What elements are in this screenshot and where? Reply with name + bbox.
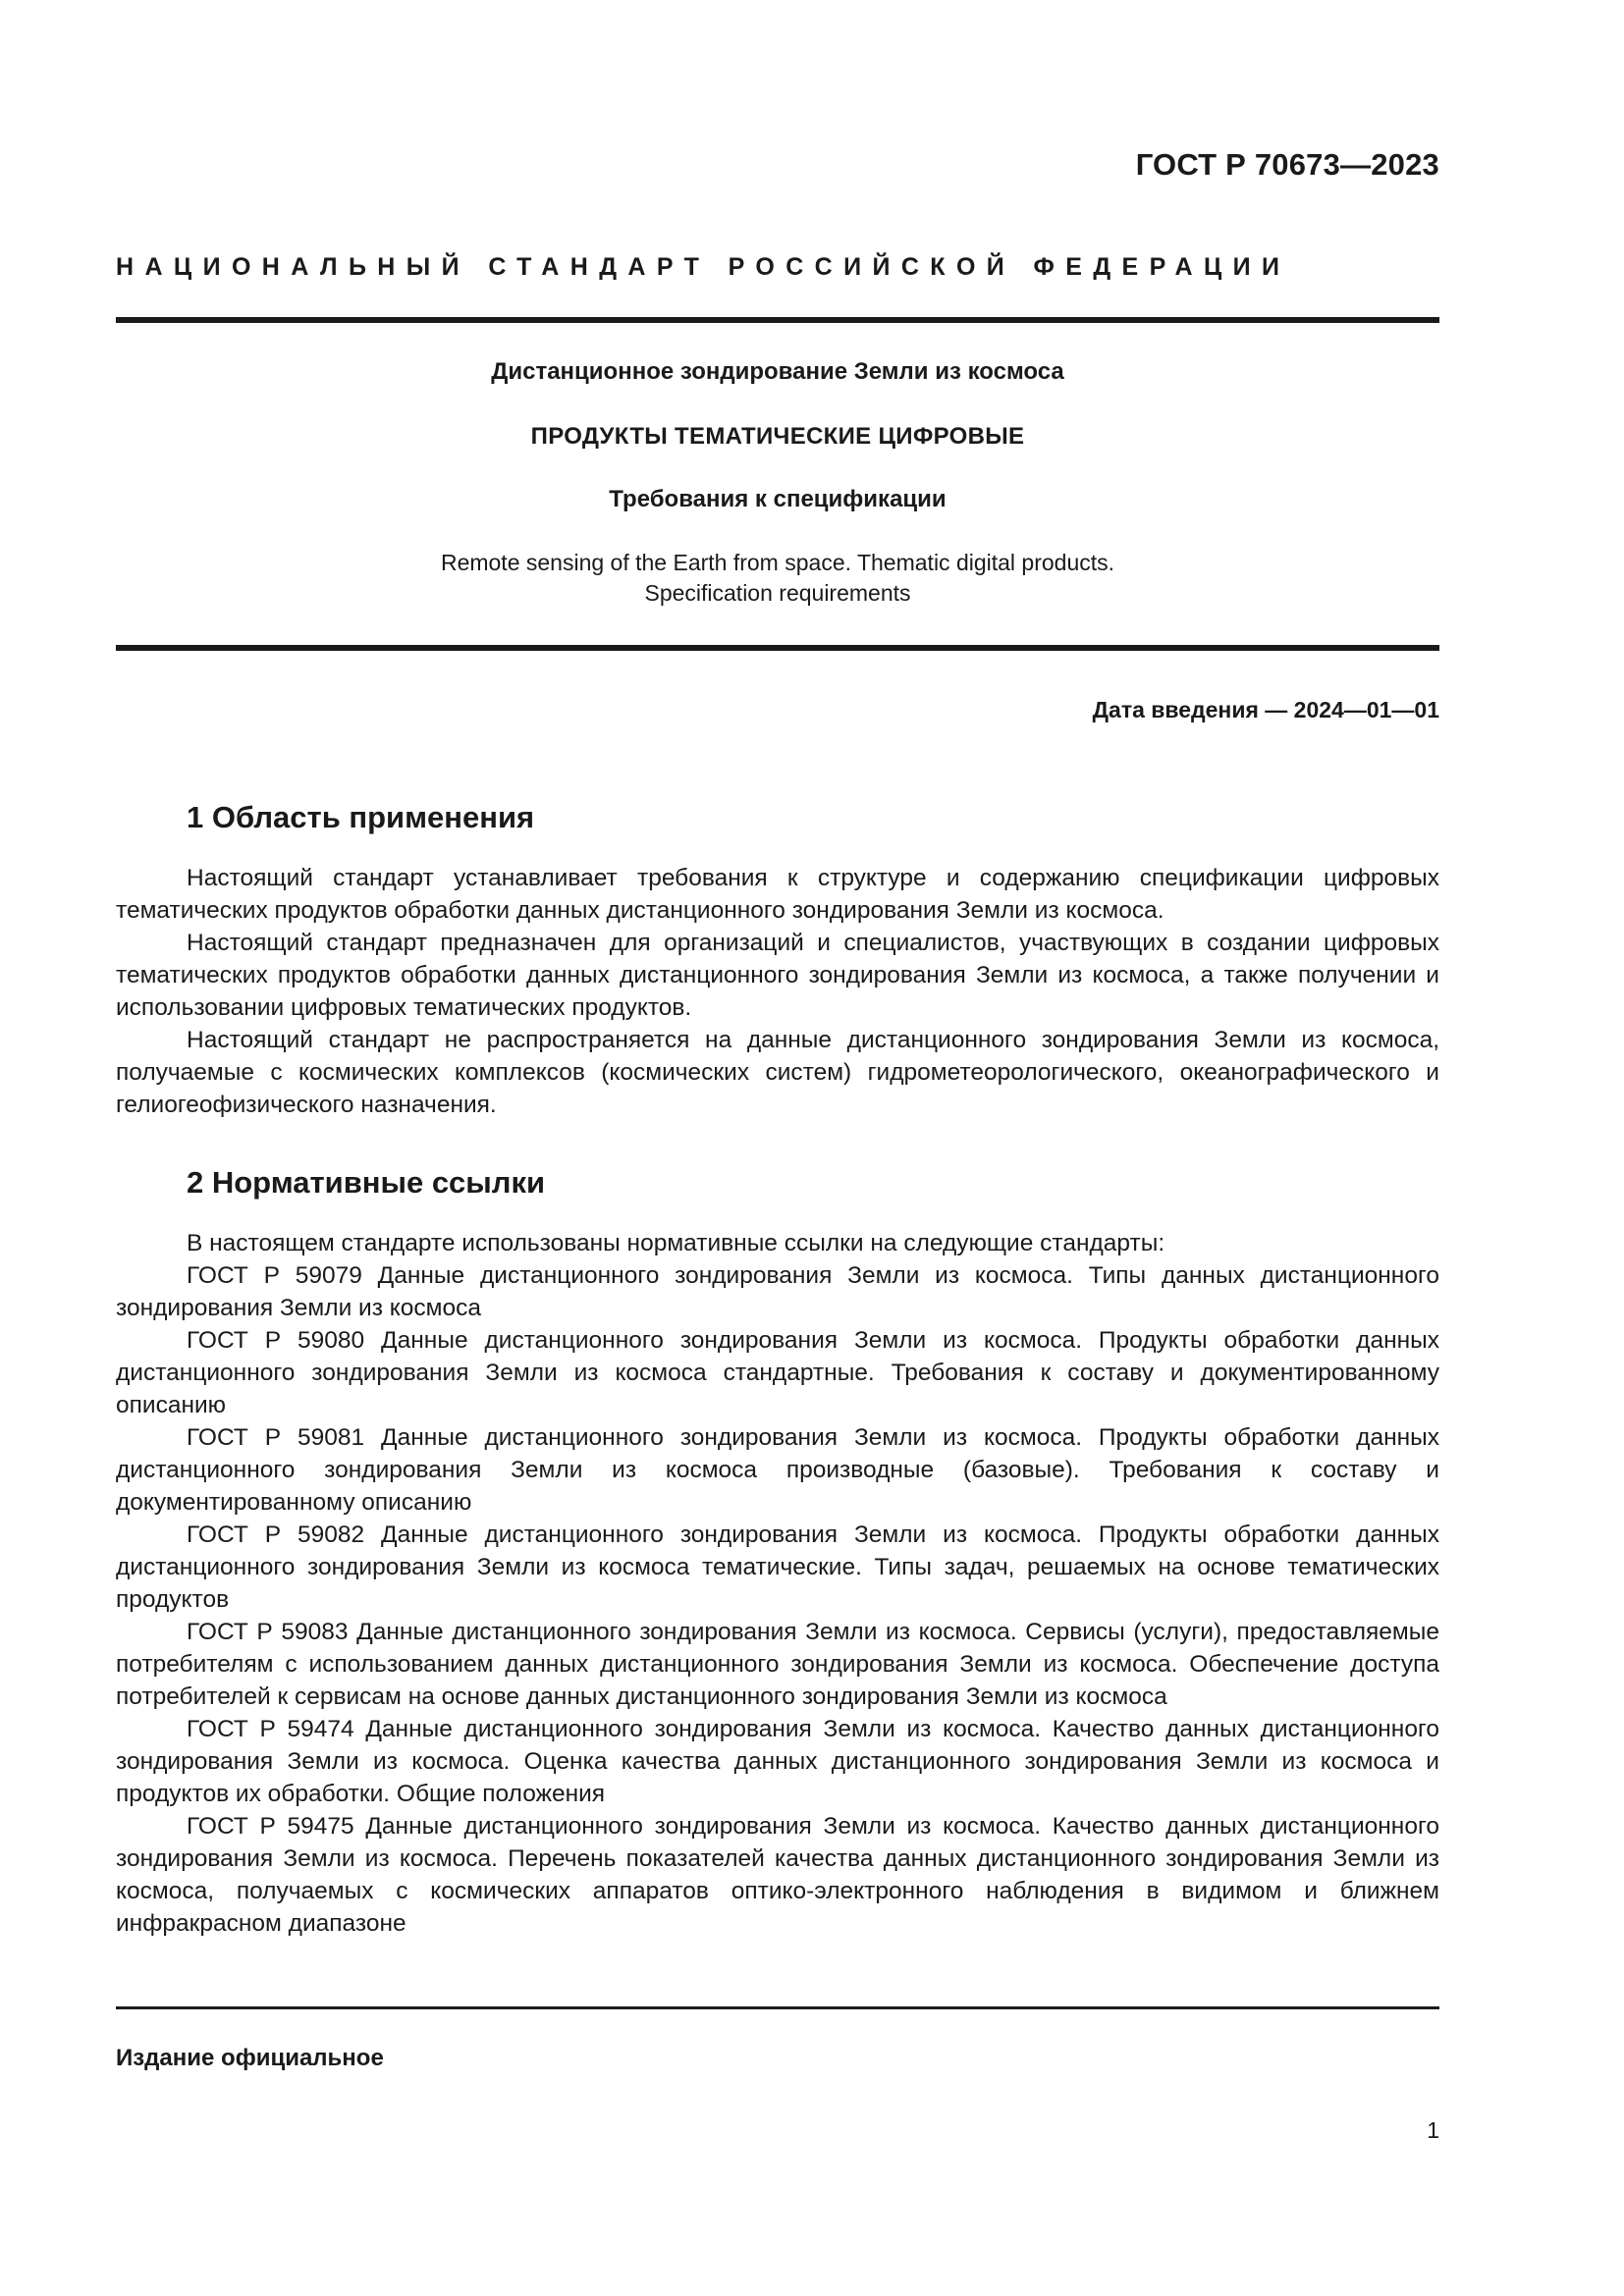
reference-item: ГОСТ Р 59474 Данные дистанционного зондирования Земли из космоса. Качество данных дистанционного зондирования Земли из космоса. Оценка качества данных дистанционного зондирования Земли из космоса и продуктов их обработки. Общие положения [116,1716,1439,1807]
gost-number: ГОСТ Р 70673—2023 [1135,147,1439,182]
english-title-line-2: Specification requirements [644,580,911,606]
english-title [116,548,1439,609]
reference-item: ГОСТ Р 59081 Данные дистанционного зондирования Земли из космоса. Продукты обработки данных дистанционного зондирования Земли из космоса производные (базовые). Требования к составу и документированному описанию [116,1424,1439,1516]
national-standard-caption: НАЦИОНАЛЬНЫЙ СТАНДАРТ РОССИЙСКОЙ ФЕДЕРАЦИИ [116,253,1291,281]
page-number: 1 [1427,2117,1439,2143]
official-edition-label: Издание официальное [116,2045,384,2071]
section-1-body [116,862,1439,1121]
reference-item: ГОСТ Р 59080 Данные дистанционного зондирования Земли из космоса. Продукты обработки данных дистанционного зондирования Земли из космоса стандартные. Требования к составу и документированному описанию [116,1327,1439,1418]
title-line-3: Требования к спецификации [609,486,947,512]
top-rule [116,317,1439,323]
section-2-body [116,1227,1439,1940]
document-page [116,0,1439,2296]
section-2-intro: В настоящем стандарте использованы нормативные ссылки на следующие стандарты: [187,1230,1165,1256]
section-1-heading: 1 Область применения [187,800,535,834]
reference-item: ГОСТ Р 59083 Данные дистанционного зондирования Земли из космоса. Сервисы (услуги), предоставляемые потребителям с использованием данных дистанционного зондирования Земли из космоса. Обеспечение доступа потребителей к сервисам на основе данных дистанционного зондирования Земли из космоса [116,1619,1439,1710]
title-line-1: Дистанционное зондирование Земли из космоса [491,358,1064,385]
section-1-paragraph: Настоящий стандарт устанавливает требования к структуре и содержанию спецификации цифровых тематических продуктов обработки данных дистанционного зондирования Земли из космоса. [116,865,1439,924]
title-line-2: ПРОДУКТЫ ТЕМАТИЧЕСКИЕ ЦИФРОВЫЕ [530,423,1025,450]
english-title-line-1: Remote sensing of the Earth from space. Thematic digital products. [440,550,1115,575]
intro-date: Дата введения — 2024—01—01 [1092,697,1439,722]
section-1-paragraph: Настоящий стандарт предназначен для организаций и специалистов, участвующих в создании цифровых тематических продуктов обработки данных дистанционного зондирования Земли из космоса, а также получении и использовании цифровых тематических продуктов. [116,930,1439,1021]
footer-rule [116,2006,1439,2009]
section-2-heading: 2 Нормативные ссылки [187,1165,546,1200]
reference-item: ГОСТ Р 59079 Данные дистанционного зондирования Земли из космоса. Типы данных дистанционного зондирования Земли из космоса [116,1262,1439,1321]
section-1-paragraph: Настоящий стандарт не распространяется на данные дистанционного зондирования Земли из космоса, получаемые с космических комплексов (космических систем) гидрометеорологического, океанографического и гелиогеофизического назначения. [116,1027,1439,1118]
reference-item: ГОСТ Р 59475 Данные дистанционного зондирования Земли из космоса. Качество данных дистанционного зондирования Земли из космоса. Перечень показателей качества данных дистанционного зондирования Земли из космоса, получаемых с космических аппаратов оптико-электронного наблюдения в видимом и ближнем инфракрасном диапазоне [116,1813,1439,1937]
reference-item: ГОСТ Р 59082 Данные дистанционного зондирования Земли из космоса. Продукты обработки данных дистанционного зондирования Земли из космоса тематические. Типы задач, решаемых на основе тематических продуктов [116,1522,1439,1613]
title-bottom-rule [116,645,1439,651]
